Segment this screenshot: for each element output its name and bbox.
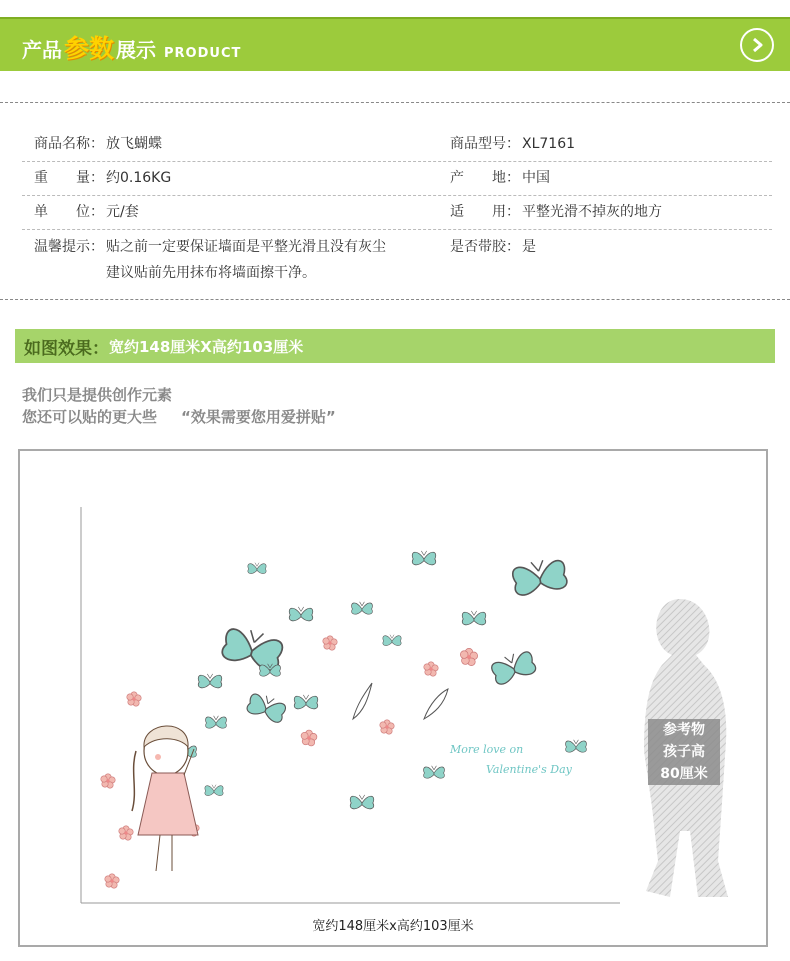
spec-label: 单 位： [34, 204, 104, 220]
reference-line: 参考物 [663, 722, 705, 738]
title-highlight: 参数 [64, 34, 115, 63]
script-line: Valentine's Day [486, 763, 572, 776]
spec-row [22, 128, 772, 162]
divider [0, 102, 790, 103]
spec-value: 平整光滑不掉灰的地方 [522, 204, 662, 220]
product-preview [18, 449, 768, 947]
spec-label: 温馨提示： [34, 239, 104, 255]
leaf-decoration [353, 683, 448, 719]
tip-text [106, 234, 426, 286]
intro-line: 我们只是提供创作元素 [22, 386, 173, 404]
girl-illustration [132, 726, 198, 871]
wall-sticker-illustration [20, 451, 766, 945]
spec-label: 重 量： [34, 170, 104, 186]
effect-size: 宽约148厘米X高约103厘米 [109, 337, 304, 356]
intro-line: 您还可以贴的更大些 [22, 408, 158, 426]
divider [0, 299, 790, 300]
spec-value: 元/套 [106, 204, 139, 220]
spec-label: 产 地： [450, 170, 520, 186]
section-title [22, 29, 241, 61]
reference-line: 孩子高 [663, 744, 705, 760]
effect-bar [15, 329, 775, 363]
effect-heading: 如图效果： [24, 338, 109, 359]
spec-value: 是 [522, 239, 536, 255]
chevron-right-icon[interactable] [740, 28, 774, 62]
title-part1: 产品 [22, 38, 62, 62]
spec-row [22, 196, 772, 230]
intro-text [22, 384, 336, 428]
reference-label [648, 719, 720, 785]
tip-line: 建议贴前先用抹布将墙面擦干净。 [106, 265, 316, 281]
tip-line: 贴之前一定要保证墙面是平整光滑且没有灰尘 [106, 239, 386, 255]
intro-quote: “效果需要您用爱拼贴” [181, 408, 336, 426]
header-banner [0, 17, 790, 71]
title-english: PRODUCT [164, 46, 242, 61]
reference-line: 80厘米 [660, 766, 708, 782]
spec-value: 放飞蝴蝶 [106, 136, 162, 152]
spec-value: 中国 [522, 170, 550, 186]
spec-value: 约0.16KG [106, 170, 172, 186]
title-part2: 展示 [116, 38, 157, 62]
spec-label: 商品型号： [450, 136, 520, 152]
spec-table [22, 128, 772, 293]
preview-caption: 宽约148厘米x高约103厘米 [312, 919, 474, 934]
spec-label: 商品名称： [34, 136, 104, 152]
spec-value: XL7161 [522, 136, 576, 152]
script-line: More love on [450, 743, 524, 756]
spec-row [22, 162, 772, 196]
spec-row-tip [22, 230, 772, 293]
spec-label: 适 用： [450, 204, 520, 220]
spec-label: 是否带胶： [450, 239, 520, 255]
